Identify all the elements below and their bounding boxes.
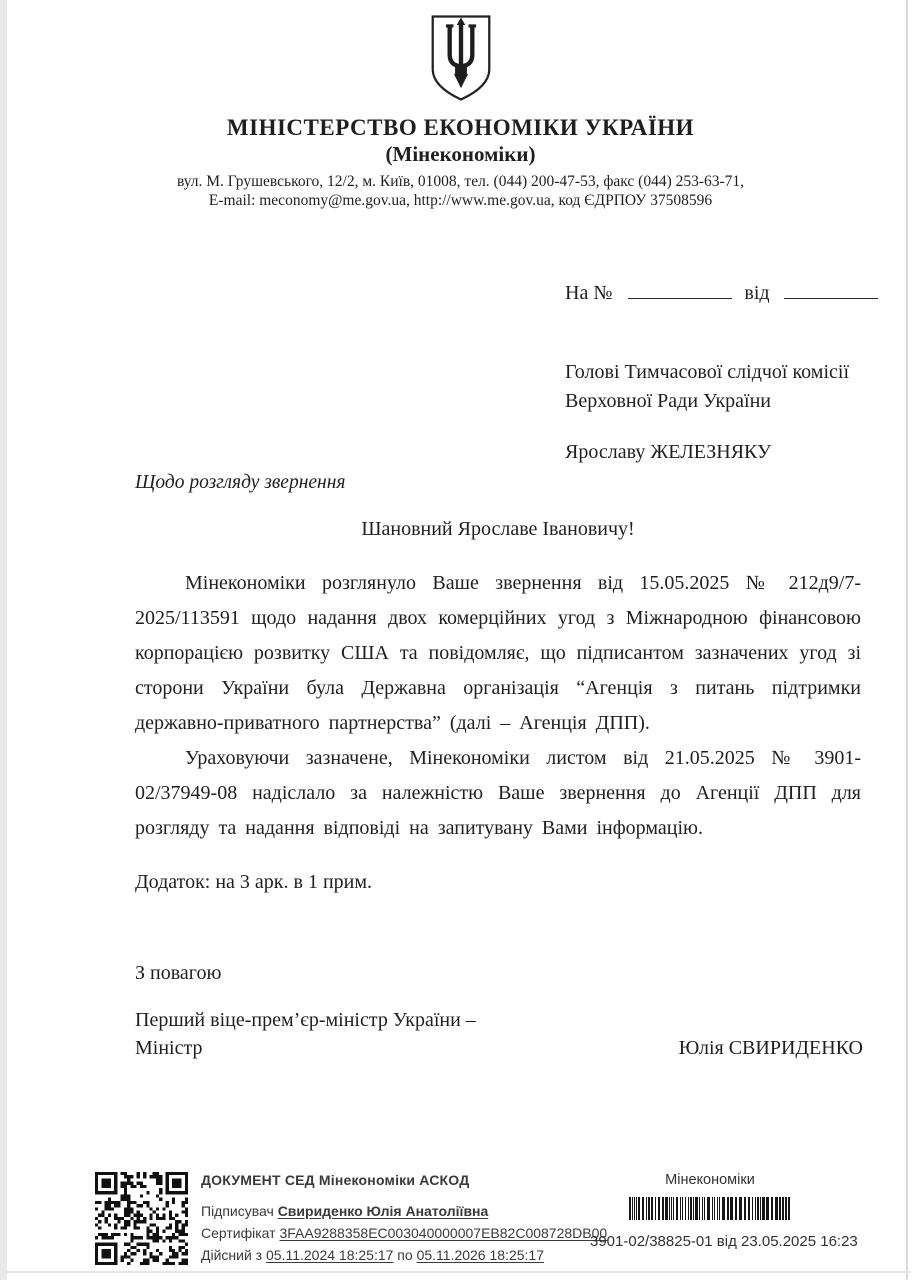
qr-code-icon xyxy=(95,1172,188,1265)
certificate-label: Сертифікат xyxy=(201,1225,276,1241)
reference-label-na: На № xyxy=(565,282,613,304)
letter-body xyxy=(135,566,861,900)
addressee-name: Ярославу ЖЕЛЕЗНЯКУ xyxy=(565,441,772,463)
reference-date-blank xyxy=(784,284,878,299)
ministry-short-name: (Мінекономіки) xyxy=(385,142,536,166)
addressee-block xyxy=(565,358,849,467)
page-edge-bottom xyxy=(7,1271,911,1273)
body-paragraph-1: Мінекономіки розглянуло Ваше звернення від 15.05.2025 № 212д9/7-2025/113591 щодо надання двох комерційних угод з Міжнародною фінансовою корпорацією розвитку США та повідомляє, що підписантом зазначених угод зі сторони України була Державна організація “Агенція з питань підтримки державно-приватного партнерства” (далі – Агенція ДПП). xyxy=(135,572,861,734)
validity-label: Дійсний з xyxy=(201,1247,263,1263)
ministry-address-line: вул. М. Грушевського, 12/2, м. Київ, 01008, тел. (044) 200-47-53, факс (044) 253-63-71, xyxy=(176,173,745,190)
esignature-info xyxy=(201,1172,607,1264)
registration-stamp xyxy=(590,1172,858,1250)
reference-line xyxy=(565,282,878,305)
ministry-name: МІНІСТЕРСТВО ЕКОНОМІКИ УКРАЇНИ xyxy=(226,115,695,140)
ukraine-trident-coat-of-arms-icon xyxy=(428,12,494,104)
reference-number-blank xyxy=(628,284,732,299)
signer-position-line1: Перший віце-прем’єр-міністр України – xyxy=(135,1009,476,1031)
registration-number: 3901-02/38825-01 від 23.05.2025 16:23 xyxy=(590,1233,858,1250)
validity-to: 05.11.2026 18:25:17 xyxy=(416,1247,544,1263)
sed-system-line: ДОКУМЕНТ СЕД Мінекономіки АСКОД xyxy=(201,1172,470,1188)
closing-phrase: З повагою xyxy=(135,962,222,984)
letterhead xyxy=(0,12,921,210)
signature-block xyxy=(135,1006,863,1062)
validity-to-label: по xyxy=(397,1247,413,1263)
signer-position-line2: Міністр xyxy=(135,1037,203,1059)
barcode-icon xyxy=(629,1197,791,1220)
ministry-contact-line: E-mail: meconomy@me.gov.ua, http://www.me.gov.ua, код ЄДРПОУ 37508596 xyxy=(208,192,713,209)
attachment-note: Додаток: на 3 арк. в 1 прим. xyxy=(135,871,373,893)
subject-line: Щодо розгляду звернення xyxy=(135,472,346,493)
reference-label-vid: від xyxy=(744,282,770,304)
salutation: Шановний Ярославе Івановичу! xyxy=(361,518,635,540)
body-paragraph-2: Ураховуючи зазначене, Мінекономіки листом від 21.05.2025 № 3901-02/37949-08 надіслало за належністю Ваше звернення до Агенції ДПП для розгляду та надання відповіді на запитувану Вами інформацію. xyxy=(135,747,861,839)
validity-from: 05.11.2024 18:25:17 xyxy=(265,1247,394,1263)
signer-name: Юлія СВИРИДЕНКО xyxy=(678,1037,863,1059)
signer-label: Підписувач xyxy=(201,1203,274,1219)
addressee-title-line1: Голові Тимчасової слідчої комісії xyxy=(565,361,850,383)
addressee-title-line2: Верховної Ради України xyxy=(565,390,771,412)
stamp-organization: Мінекономіки xyxy=(665,1172,755,1188)
esign-signer-name: Свириденко Юлія Анатоліївна xyxy=(277,1203,489,1219)
certificate-value: 3FAA9288358EC003040000007EB82C008728DB00 xyxy=(279,1225,608,1241)
